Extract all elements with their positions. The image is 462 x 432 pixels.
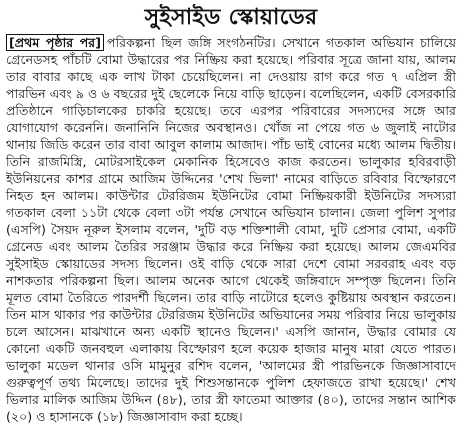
article-body-text: পরিকল্পনা ছিল জঙ্গি সংগঠনটির। সেখানে গতকাল অভিযান চালিয়ে গ্রেনেডসহ পাঁচটি বোমা উদ্ধারের পর নিষ্ক্রিয় করা হয়েছে। পরিবার সূত্রে জানা যায়, আলম তার বাবার কাছে এক লাখ টাকা চেয়েছিলেন। না দেওয়ায় রাগ করে গত ৭ এপ্রিল স্ত্রী পারভিন এবং ৯ ও ৬ বছরের দুই ছেলেকে নিয়ে বাড়ি ছাড়েন। বলেছিলেন, একটি বেসরকারি প্রতিষ্ঠানে গাড়িচালকের চাকরি হয়েছে। তবে এরপর পরিবারের সদস্যদের সঙ্গে আর যোগাযোগ করেননি। জনানিনি নিজের অবস্থানও। খোঁজ না পেয়ে গত ৬ জুলাই নাটোর থানায় জিডি করেন তার বাবা আবুল কালাম আজাদ। পাঁচ ভাই বোনের মধ্যে আলম দ্বিতীয়। তিনি রাজমিস্ত্রি, মোটরসাইকেল মেকানিক হিসেবেও কাজ করতেন। ভালুকার হবিরবাড়ী ইউনিয়নের কাশর গ্রামে আজিম উদ্দিনের 'শেখ ভিলা' নামের বাড়িতে রবিবার বিস্ফোরণে নিহত হন আলম। কাউন্টার টেররিজম ইউনিটের বোমা নিষ্ক্রিয়কারী ইউনিটের সদস্যরা গতকাল বেলা ১১টা থেকে বেলা ৩টা পর্যন্ত সেখানে অভিযান চালান। জেলা পুলিশ সুপার (এসপি) সৈয়দ নূরুল ইসলাম বলেন, 'দুটি বড় শক্তিশালী বোমা, দুটি প্রেসার বোমা, একটি গ্রেনেড এবং আলম তৈরির সরঞ্জাম উদ্ধার করে নিষ্ক্রিয় করা হয়েছে। আলম জেএমবির সুইসাইড স্কোয়াডের সদস্য ছিলেন। ওই বাড়ি থেকে সারা দেশে বোমা সরবরাহ এবং বড় নাশকতার পরিকল্পনা ছিল। আলম অনেক আগে থেকেই জঙ্গিবাদে সম্পৃক্ত ছিলেন। তিনি মূলত বোমা তৈরিতে পারদর্শী ছিলেন। তার বাড়ি নাটোরে হলেও কুষ্টিয়ায় অবস্থান করতেন। তিন মাস থাকার পর কাউন্টার টেররিজম ইউনিটের অভিযানের সময় পরিবার নিয়ে ভালুকায় চলে আসেন। মাঝখানে অন্য একটি স্থানেও ছিলেন।' এসপি জানান, উদ্ধার বোমার যে কোনো একটি জনবহুল এলাকায় বিস্ফোরণ হলে কয়েক হাজার মানুষ মারা যেতে পারত। ভালুকা মডেল থানার ওসি মামুনুর রশিদ বলেন, 'আলমের স্ত্রী পারভিনকে জিজ্ঞাসাবাদে গুরুত্বপূর্ণ তথ্য মিলেছে। তাদের দুই শিশুসন্তানকে পুলিশ হেফাজতে রাখা হয়েছে।' শেখ ভিলার মালিক আজিম উদ্দিন (৪৮), তার স্ত্রী ফাতেমা আক্তার (৪০), তাদের সন্তান আশিক (২০) ও হাসানকে (১৮) জিজ্ঞাসাবাদ করা হচ্ছে। [6,35,456,424]
continuation-tag: [প্রথম পৃষ্ঠার পর] [6,34,104,51]
continuation-tag-text: প্রথম পৃষ্ঠার পর [14,35,96,50]
headline: সুইসাইড স্কোয়াডের [144,5,318,30]
article-body [6,34,456,425]
